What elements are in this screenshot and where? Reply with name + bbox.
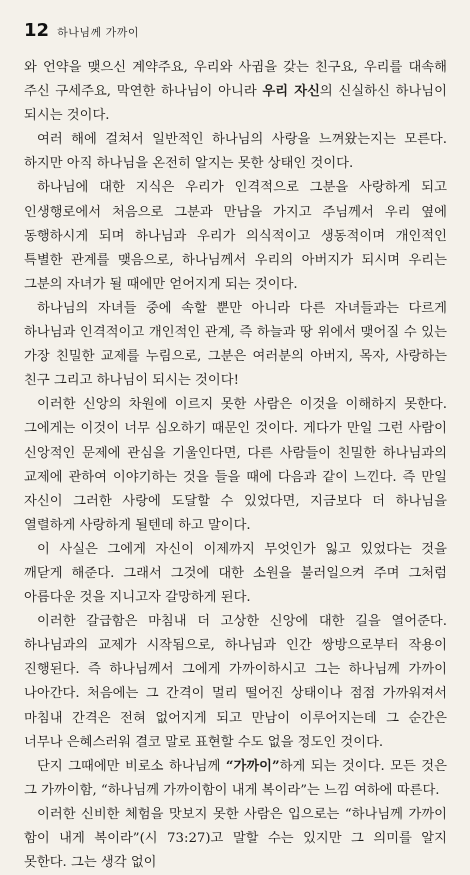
page-header <box>24 20 447 46</box>
paragraph <box>24 393 447 538</box>
paragraph <box>24 538 447 610</box>
paragraph <box>24 56 447 128</box>
text-run: 이러한 신비한 체험을 맛보지 못한 사람은 입으로는 “하나님께 가까이 함이 내게 복이라”(시 73:27)고 말할 수는 있지만 그 의미를 알지 못한다. 그는 생각 없이 <box>24 806 447 871</box>
text-run: 이러한 신앙의 차원에 이르지 못한 사람은 이것을 이해하지 못한다. 그에게는 이것이 너무 심오하기 때문인 것이다. 게다가 만일 그런 사람이 신앙적인 문제에 관심을 기울인다면, 다른 사람들이 친밀한 하나님과의 교제에 관하여 이야기하는 것을 들을 때에 다음과 같이 느낀다. 즉 만일 자신이 그러한 사랑에 도달할 수 있었다면, 지금보다 더 하나님을 열렬하게 사랑하게 될텐데 하고 말이다. <box>24 397 447 533</box>
body-text <box>24 56 447 875</box>
text-run: 이 사실은 그에게 자신이 이제까지 무엇인가 잃고 있었다는 것을 깨닫게 해준다. 그래서 그것에 대한 소원을 불러일으켜 주며 그처럼 아름다운 것을 지니고자 갈망하게 된다. <box>24 541 447 606</box>
paragraph <box>24 803 447 875</box>
paragraph <box>24 610 447 755</box>
emphasized-text: “가까이” <box>225 758 280 774</box>
page-number: 12 <box>24 20 50 41</box>
text-run: 이러한 갈급함은 마침내 더 고상한 신앙에 대한 길을 열어준다. 하나님과의 교제가 시작됨으로, 하나님과 인간 쌍방으로부터 작용이 진행된다. 즉 하나님께서 그에게 가까이하시고 그는 하나님께 가까이 나아간다. 처음에는 그 간격이 멀리 떨어진 상태이나 점점 가까워져서 마침내 간격은 전혀 없어지게 되고 만남이 이루어지는데 그 순간은 너무나 은혜스러워 결코 말로 표현할 수도 없을 정도인 것이다. <box>24 614 447 750</box>
text-run: 여러 해에 걸쳐서 일반적인 하나님의 사랑을 느껴왔는지는 모른다. 하지만 아직 하나님을 온전히 알지는 못한 상태인 것이다. <box>24 132 447 172</box>
emphasized-text: 우리 자신 <box>262 84 320 100</box>
text-run: 단지 그때에만 비로소 하나님께 <box>37 758 226 774</box>
paragraph <box>24 128 447 176</box>
text-run: 하나님에 대한 지식은 우리가 인격적으로 그분을 사랑하게 되고 인생행로에서 처음으로 그분과 만남을 가지고 주님께서 우리 옆에 동행하시게 되며 하나님과 우리가 의식적이고 생동적이며 개인적인 특별한 관계를 맺음으로, 하나님께서 우리의 아버지가 되시며 우리는 그분의 자녀가 될 때에만 얻어지게 되는 것이다. <box>24 180 447 292</box>
text-run: 와 언약을 맺으신 계약주요, 우리와 사귐을 갖는 친구요, 우리를 대속해 주신 구세주요, 막연한 하나님이 아니라 <box>24 60 447 100</box>
paragraph <box>24 755 447 803</box>
paragraph <box>24 176 447 296</box>
text-run: 하게 되는 것이다. 모든 것은 그 가까이함, “하나님께 가까이함이 내게 복이라”는 느낌 여하에 따른다. <box>24 758 447 798</box>
text-run: 하나님의 자녀들 중에 속할 뿐만 아니라 다른 자녀들과는 다르게 하나님과 인격적이고 개인적인 관계, 즉 하늘과 땅 위에서 맺어질 수 있는 가장 친밀한 교제를 누림으로, 그분은 여러분의 아버지, 목자, 사랑하는 친구 그리고 하나님이 되시는 것이다! <box>24 300 447 389</box>
text-run: 의 신실하신 하나님이 되시는 것이다. <box>24 84 447 124</box>
paragraph <box>24 297 447 393</box>
running-title: 하나님께 가까이 <box>57 26 139 39</box>
